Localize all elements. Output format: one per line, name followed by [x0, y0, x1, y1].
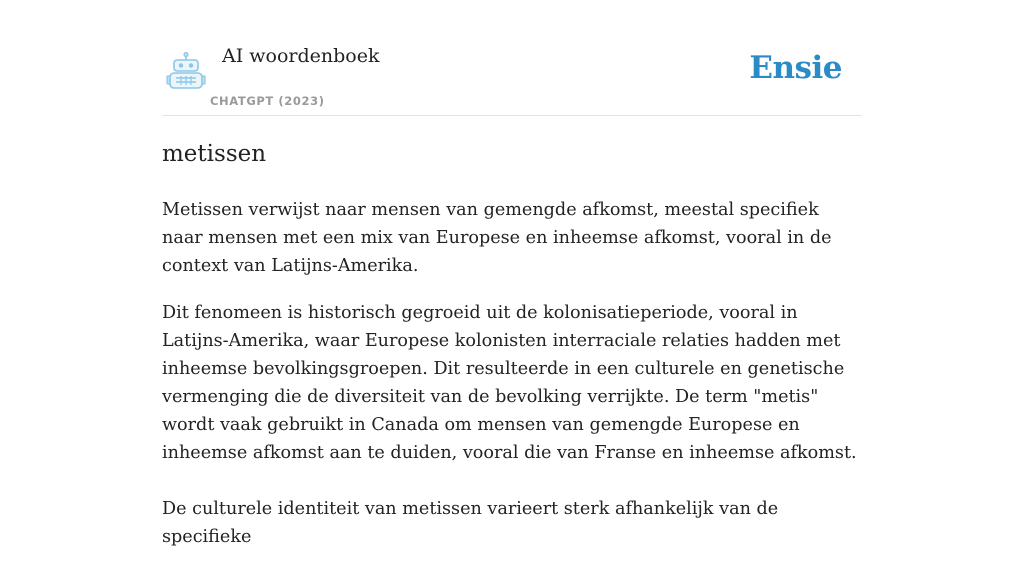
site-name-link[interactable]: AI woordenboek	[222, 45, 380, 67]
robot-icon	[166, 52, 206, 90]
definition-paragraph: Metissen verwijst naar mensen van gemengde afkomst, meestal specifiek naar mensen met een mix van Europese en inheemse afkomst, vooral in de context van Latijns-Amerika.	[162, 200, 832, 276]
definition-paragraph: Dit fenomeen is historisch gegroeid uit de kolonisatieperiode, vooral in Latijns-Amerika, waar Europese kolonisten interraciale relaties hadden met inheemse bevolkingsgroepen. Dit resulteerde in een culturele en genetische vermenging die de diversiteit van de bevolking verrijkte. De term "metis" wordt vaak gebruikt in Canada om mensen van gemengde Europese en inheemse afkomst aan te duiden, vooral die van Franse en inheemse afkomst.	[162, 303, 857, 463]
ensie-logo-link[interactable]: Ensie	[749, 50, 842, 86]
source-label: CHATGPT (2023)	[210, 94, 325, 108]
entry-content	[162, 136, 862, 570]
entry-term: metissen	[162, 141, 267, 167]
header	[162, 0, 862, 116]
definition-paragraph: De culturele identiteit van metissen varieert sterk afhankelijk van de specifieke	[162, 499, 779, 547]
